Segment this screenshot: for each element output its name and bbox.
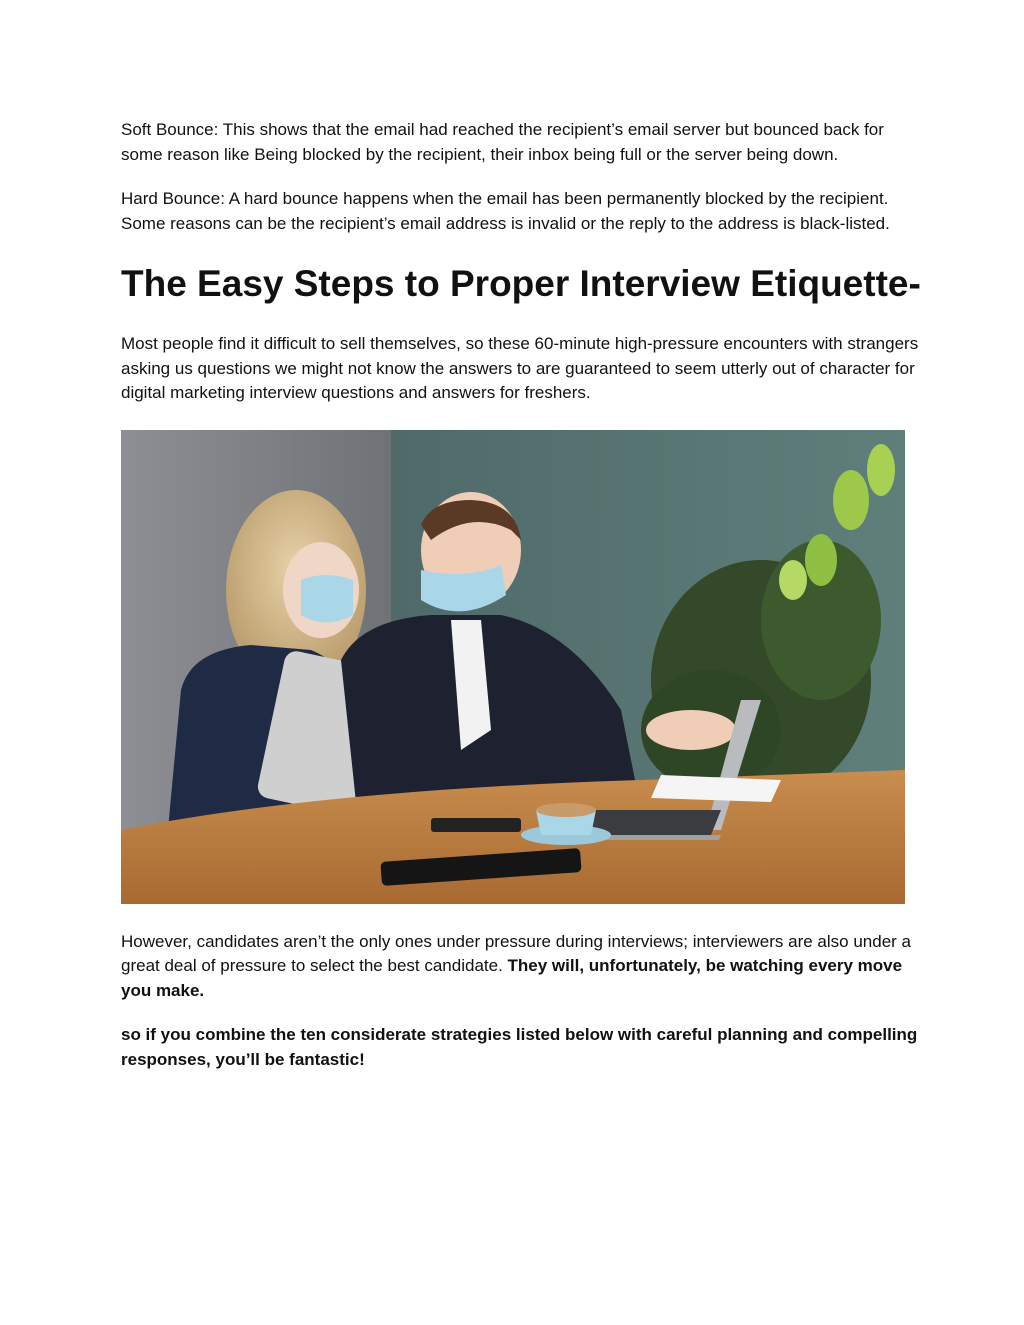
however-bold-text: They will, unfortunately, be watching every move you make.	[121, 956, 903, 1000]
however-paragraph	[121, 930, 921, 1004]
closing-bold-text: so if you combine the ten considerate strategies listed below with careful planning and compelling responses, you’ll be fantastic!	[121, 1025, 918, 1069]
document-page	[121, 118, 921, 1072]
intro-paragraph: Most people find it difficult to sell themselves, so these 60-minute high-pressure encounters with strangers asking us questions we might not know the answers to are guaranteed to seem utterly out of character for digital marketing interview questions and answers for freshers.	[121, 334, 919, 402]
however-text: However, candidates aren’t the only ones under pressure during interviews; interviewers are also under a great deal of pressure to select the best candidate.	[121, 931, 911, 975]
hard-bounce-paragraph: Hard Bounce: A hard bounce happens when the email has been permanently blocked by the recipient. Some reasons can be the recipient’s email address is invalid or the reply to the address is black-listed.	[121, 189, 890, 233]
closing-paragraph	[121, 1023, 921, 1072]
interview-photo	[121, 430, 905, 904]
soft-bounce-paragraph: Soft Bounce: This shows that the email had reached the recipient’s email server but bounced back for some reason like Being blocked by the recipient, their inbox being full or the server being down.	[121, 120, 884, 164]
section-heading: The Easy Steps to Proper Interview Etiquette-	[121, 263, 921, 304]
